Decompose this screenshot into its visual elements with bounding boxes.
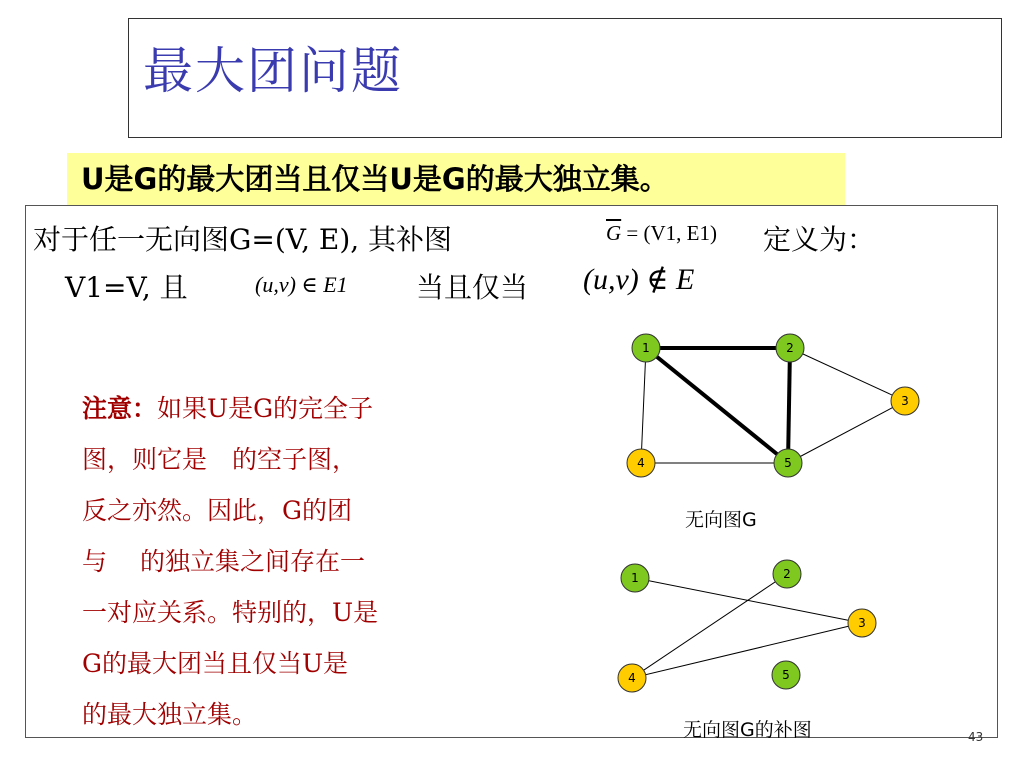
edge-1-5: [646, 348, 788, 463]
highlight-statement: U是G的最大团当且仅当U是G的最大独立集。: [67, 153, 845, 205]
edge-2-3: [790, 348, 905, 401]
edge-not-in-e-formula: (u,v) ∉ E: [583, 263, 695, 296]
note-line-6: G的最大团当且仅当U是: [82, 649, 349, 678]
graph-g-nodes: [627, 334, 919, 477]
note-line-4: 与 的独立集之间存在一: [82, 547, 365, 576]
page-number: 43: [968, 730, 984, 744]
graph-complement-node-label-2: 2: [783, 567, 791, 581]
definition-line1-text: 对于任一无向图G=(V, E), 其补图: [33, 223, 453, 256]
comp-edge-4-2: [632, 574, 787, 678]
comp-edge-1-3: [635, 578, 862, 623]
graph-g-node-label-3: 3: [901, 394, 909, 408]
edge-2-5: [788, 348, 790, 463]
graph-g-node-label-5: 5: [784, 456, 792, 470]
graph-complement-edges: [632, 574, 862, 678]
graph-g-edges: [641, 348, 905, 463]
note-label: 注意：: [82, 394, 158, 423]
edge-1-4: [641, 348, 646, 463]
definition-line1-suffix: 定义为：: [763, 223, 876, 256]
slide-title: 最大团问题: [143, 42, 403, 100]
note-line-3: 反之亦然。因此，G的团: [82, 496, 352, 525]
g-bar-symbol: $\overline{G}$: [606, 221, 622, 245]
edge-3-5: [788, 401, 905, 463]
graph-g-node-label-2: 2: [786, 341, 794, 355]
note-line-5: 一对应关系。特别的，U是: [82, 598, 379, 627]
graph-complement-node-label-4: 4: [628, 671, 636, 685]
comp-edge-4-3: [632, 623, 862, 678]
definition-line2-iff: 当且仅当: [416, 271, 529, 304]
graph-g-caption: 无向图G: [685, 509, 757, 531]
graph-g-node-label-1: 1: [642, 341, 650, 355]
graph-complement-caption: 无向图G的补图: [683, 719, 812, 741]
definition-line2-text: V1=V, 且: [65, 271, 188, 304]
edge-in-e1-formula: (u,v) ∈ E1: [255, 272, 348, 297]
note-line-7: 的最大独立集。: [82, 700, 258, 729]
note-line-2: 图，则它是 的空子图，: [82, 445, 358, 474]
graph-g-node-label-4: 4: [637, 456, 645, 470]
graph-complement-node-label-5: 5: [782, 668, 790, 682]
graph-complement-node-label-3: 3: [858, 616, 866, 630]
note-line-1: 注意：如果U是G的完全子: [82, 394, 374, 423]
complement-formula-rest: = (V1, E1): [621, 221, 717, 245]
graph-complement-node-label-1: 1: [631, 571, 639, 585]
